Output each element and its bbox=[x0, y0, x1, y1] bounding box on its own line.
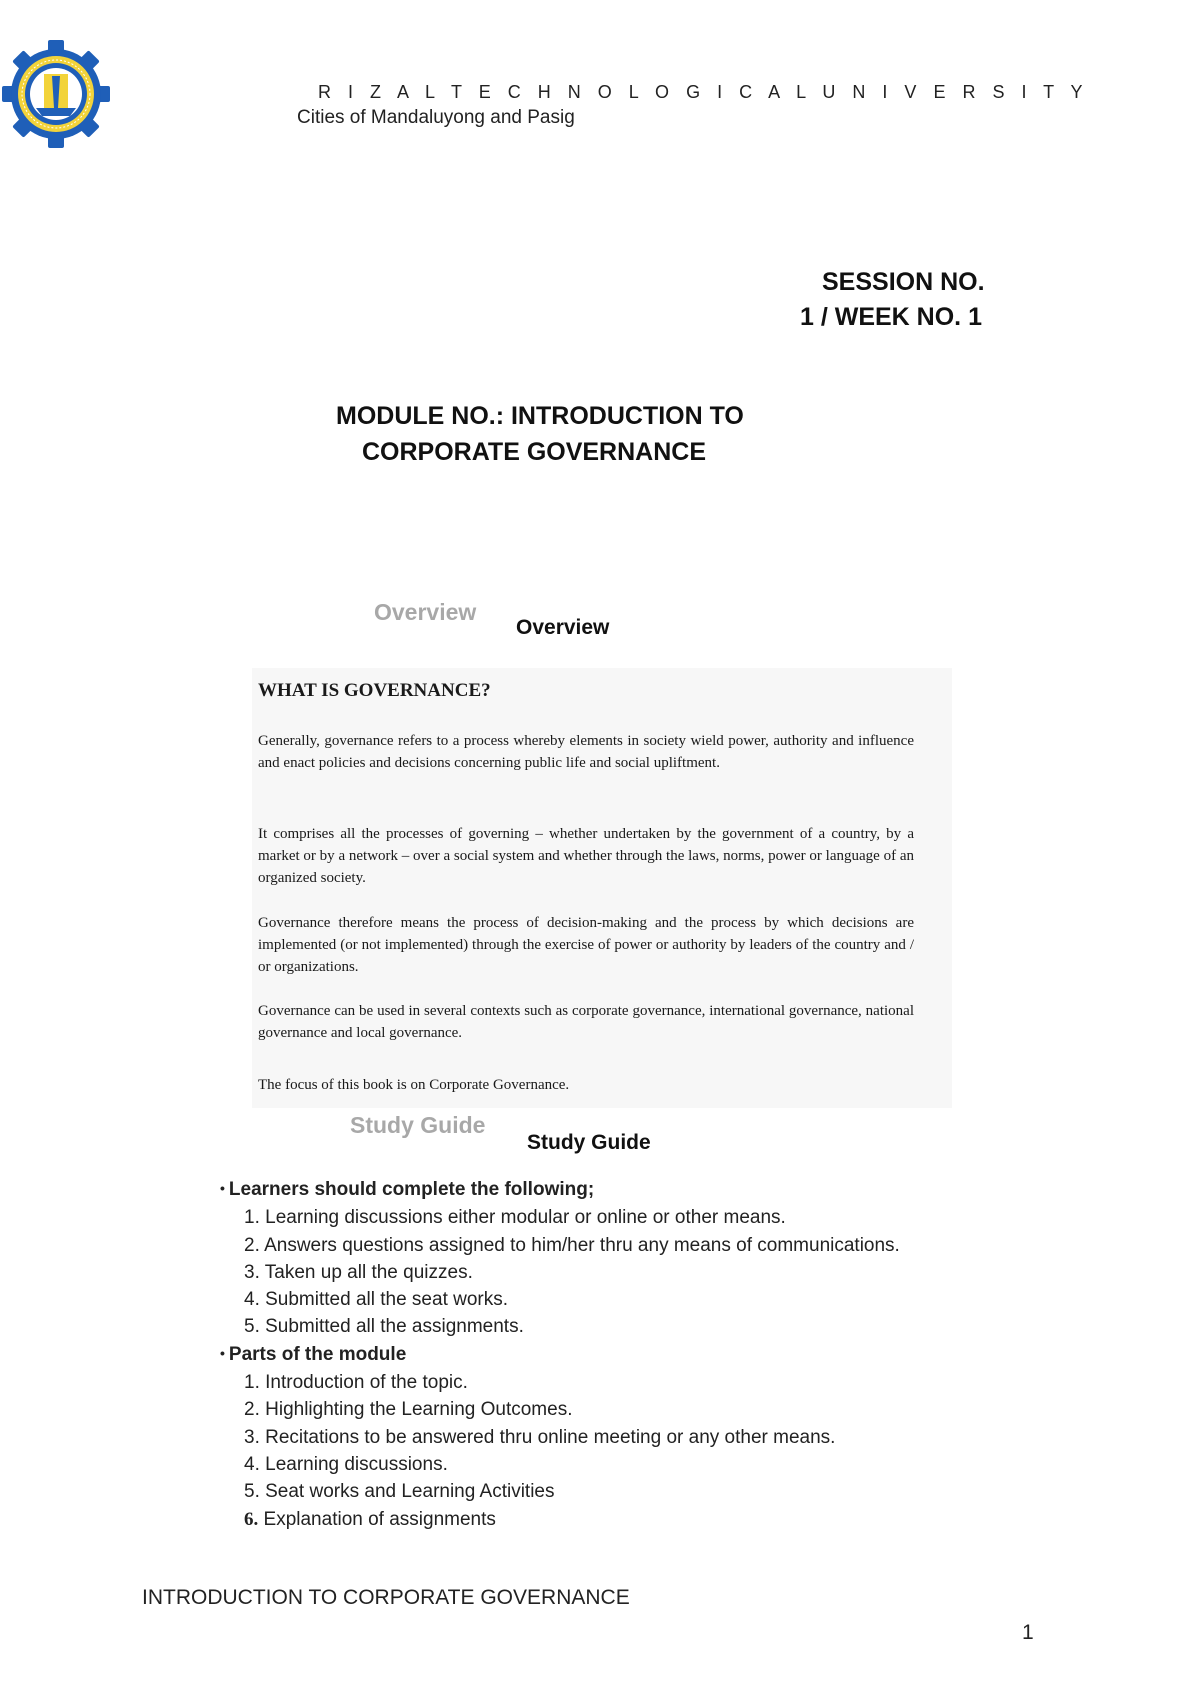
page-number: 1 bbox=[1022, 1621, 1034, 1644]
list-item: 3. Taken up all the quizzes. bbox=[244, 1261, 473, 1283]
session-number: SESSION NO. bbox=[822, 268, 985, 296]
list-item: 3. Recitations to be answered thru online meeting or any other means. bbox=[244, 1426, 836, 1448]
list-item-number: 6. bbox=[244, 1508, 259, 1530]
list-heading: • Learners should complete the following; bbox=[220, 1179, 595, 1200]
university-cities: Cities of Mandaluyong and Pasig bbox=[297, 107, 575, 128]
list-item: 2. Answers questions assigned to him/her thru any means of communications. bbox=[244, 1234, 900, 1256]
study-guide-lists bbox=[220, 1176, 900, 1533]
list-heading: • Parts of the module bbox=[220, 1343, 407, 1365]
study-guide-banner: Study Guide bbox=[350, 1112, 486, 1138]
list-item: 4. Learning discussions. bbox=[244, 1453, 448, 1475]
module-title-line2: CORPORATE GOVERNANCE bbox=[362, 438, 707, 466]
list-item-text: Explanation of assignments bbox=[258, 1508, 496, 1530]
study-guide-heading: Study Guide bbox=[527, 1131, 651, 1154]
list-item bbox=[220, 1506, 900, 1533]
university-name: R I Z A L T E C H N O L O G I C A L U N I V E R S I T Y bbox=[318, 82, 1089, 102]
excerpt-paragraph: It comprises all the processes of governing – whether undertaken by the government of a country, by a market or by a network – over a social system and whether through the laws, norms, power or language of an organized society. bbox=[258, 826, 914, 886]
list-item: 2. Highlighting the Learning Outcomes. bbox=[244, 1399, 573, 1421]
list-item: 1. Learning discussions either modular or online or other means. bbox=[244, 1207, 786, 1229]
list-item: 4. Submitted all the seat works. bbox=[244, 1289, 509, 1311]
bullet-icon: • bbox=[220, 1180, 225, 1196]
bullet-icon: • bbox=[220, 1344, 225, 1361]
excerpt-paragraph: Generally, governance refers to a process whereby elements in society wield power, authority and influence and enact policies and decisions concerning public life and social upliftment. bbox=[258, 733, 914, 771]
module-title-line1: MODULE NO.: INTRODUCTION TO bbox=[336, 402, 744, 430]
university-seal-icon bbox=[0, 38, 112, 150]
footer-title: INTRODUCTION TO CORPORATE GOVERNANCE bbox=[142, 1586, 630, 1609]
week-number: 1 / WEEK NO. 1 bbox=[800, 303, 982, 331]
excerpt-paragraph: Governance therefore means the process of decision-making and the process by which decisions are implemented (or not implemented) through the exercise of power or authority by leaders of the country and / or organizations. bbox=[258, 915, 914, 975]
list-item: 1. Introduction of the topic. bbox=[244, 1372, 468, 1394]
overview-heading: Overview bbox=[516, 616, 610, 639]
list-item: 5. Seat works and Learning Activities bbox=[244, 1481, 555, 1503]
overview-banner: Overview bbox=[374, 599, 477, 625]
excerpt-paragraph: The focus of this book is on Corporate Governance. bbox=[258, 1077, 570, 1093]
excerpt-paragraph: Governance can be used in several contexts such as corporate governance, international governance, national governance and local governance. bbox=[258, 1003, 914, 1041]
scanned-excerpt bbox=[252, 668, 952, 1108]
excerpt-title: WHAT IS GOVERNANCE? bbox=[258, 680, 491, 701]
list-item: 5. Submitted all the assignments. bbox=[244, 1316, 524, 1338]
